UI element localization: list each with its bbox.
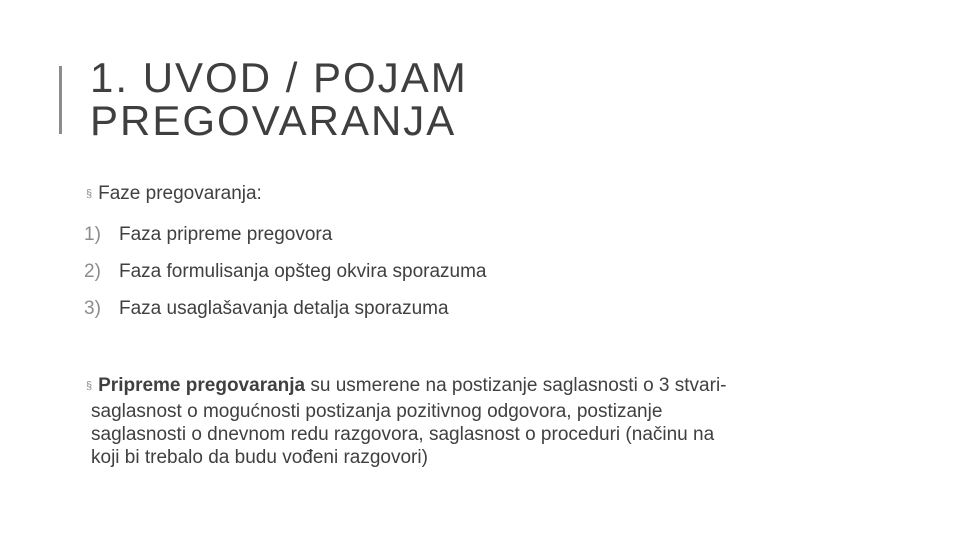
phase-number: 2)	[84, 261, 101, 282]
title-accent-bar	[59, 66, 62, 134]
title-line-2: PREGOVARANJA	[90, 97, 457, 144]
phase-text: Faza pripreme pregovora	[119, 224, 333, 245]
bullet-icon: §	[86, 188, 93, 200]
preparation-paragraph	[86, 374, 826, 469]
paragraph-line-1	[86, 375, 727, 396]
phase-text: Faza usaglašavanja detalja sporazuma	[119, 298, 449, 319]
phase-item-2	[84, 260, 487, 283]
title-line-1: 1. UVOD / POJAM	[90, 54, 468, 101]
phases-heading	[86, 182, 262, 208]
bullet-icon: §	[86, 380, 93, 392]
phase-number: 1)	[84, 224, 101, 245]
paragraph-line-2: saglasnost o mogućnosti postizanja pozitivnog odgovora, postizanje	[91, 401, 663, 422]
paragraph-line-1-rest: su usmerene na postizanje saglasnosti o 3 stvari-	[305, 375, 727, 396]
phases-heading-text: Faze pregovaranja:	[98, 183, 262, 204]
phase-item-3	[84, 297, 449, 320]
slide-title	[90, 56, 468, 142]
phase-text: Faza formulisanja opšteg okvira sporazuma	[119, 261, 487, 282]
paragraph-line-4: koji bi trebalo da budu vođeni razgovori)	[91, 447, 428, 468]
phase-number: 3)	[84, 298, 101, 319]
paragraph-line-3: saglasnosti o dnevnom redu razgovora, saglasnost o proceduri (načinu na	[91, 424, 715, 445]
phase-item-1	[84, 223, 332, 246]
paragraph-bold-term: Pripreme pregovaranja	[98, 375, 306, 396]
